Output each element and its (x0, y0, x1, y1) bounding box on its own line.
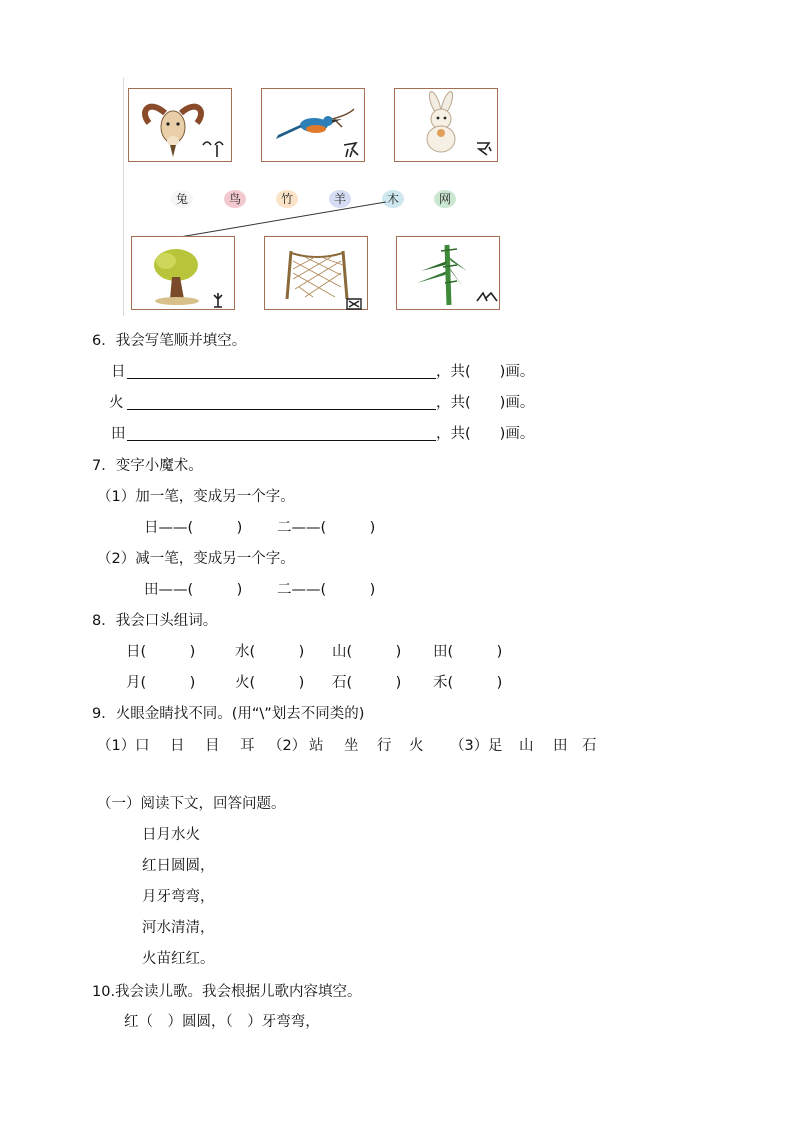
word-3: 羊 (329, 190, 351, 208)
q6-title: 6．我会写笔顺并填空。 (92, 333, 247, 349)
q6-row-1-suffix: ，共( )画。 (436, 364, 535, 380)
q6-row-3-char: 田 (111, 426, 126, 442)
q8-row2-item-4[interactable]: 禾( ) (433, 675, 503, 691)
reading-line-5: 火苗红红。 (142, 951, 215, 967)
q9-title: 9．火眼金睛找不同。(用“\”划去不同类的) (92, 706, 365, 722)
q10-fill-line[interactable]: 红（ ）圆圆，（ ）牙弯弯， (124, 1014, 320, 1030)
q8-title: 8．我会口头组词。 (92, 613, 218, 629)
word-4: 木 (382, 190, 404, 208)
q6-row-2-char: 火 (109, 395, 124, 411)
q6-row-3-suffix: ，共( )画。 (436, 426, 535, 442)
ancient-tree-glyph-icon (132, 237, 236, 313)
reading-line-4: 河水清清， (142, 920, 215, 936)
q7-part2-item-1[interactable]: 田——( ) (144, 582, 243, 598)
q8-row1-item-3[interactable]: 山( ) (332, 644, 402, 660)
q7-part2: （2）减一笔，变成另一个字。 (97, 551, 295, 567)
q6-row-2-suffix: ，共( )画。 (436, 395, 535, 411)
ancient-net-glyph-icon (265, 237, 369, 313)
ancient-bamboo-glyph-icon (397, 237, 501, 313)
q9-group3-char-4[interactable]: 石 (582, 738, 597, 754)
word-0: 兔 (171, 190, 193, 208)
q9-group2-char-3[interactable]: 行 (377, 738, 392, 754)
word-1: 鸟 (224, 190, 246, 208)
net-card (264, 236, 368, 310)
reading-line-2: 红日圆圆， (142, 858, 215, 874)
q7-part1-item-1[interactable]: 日——( ) (144, 520, 243, 536)
q7-part2-item-2[interactable]: 二——( ) (277, 582, 376, 598)
q7-part1: （1）加一笔，变成另一个字。 (97, 489, 295, 505)
q9-group1-char-4[interactable]: 耳 (240, 738, 255, 754)
q8-row1-item-2[interactable]: 水( ) (235, 644, 305, 660)
bamboo-card (396, 236, 500, 310)
q9-group3-char-3[interactable]: 田 (553, 738, 568, 754)
q9-group2-char-4[interactable]: 火 (409, 738, 424, 754)
q9-group1-char-3[interactable]: 目 (205, 738, 220, 754)
q7-title: 7．变字小魔术。 (92, 458, 203, 474)
q7-part1-item-2[interactable]: 二——( ) (277, 520, 376, 536)
word-5: 网 (434, 190, 456, 208)
reading-title: （一）阅读下文，回答问题。 (97, 796, 286, 812)
q6-row-1-char: 日 (111, 364, 126, 380)
q9-group1-char-2[interactable]: 日 (170, 738, 185, 754)
reading-line-1: 日月水火 (142, 827, 200, 843)
q6-row-3-line[interactable] (127, 440, 436, 441)
q9-group3-char-2[interactable]: 山 (519, 738, 534, 754)
reading-line-3: 月牙弯弯， (142, 889, 215, 905)
q10-title: 10.我会读儿歌。我会根据儿歌内容填空。 (92, 984, 362, 1000)
matching-picture (123, 78, 506, 316)
q8-row2-item-3[interactable]: 石( ) (332, 675, 402, 691)
q6-row-2-line[interactable] (127, 409, 436, 410)
q8-row2-item-1[interactable]: 月( ) (126, 675, 196, 691)
q9-group1-char-1[interactable]: 口 (135, 738, 150, 754)
word-2: 竹 (276, 190, 298, 208)
q8-row1-item-1[interactable]: 日( ) (126, 644, 196, 660)
q6-row-1-line[interactable] (127, 378, 436, 379)
q8-row1-item-4[interactable]: 田( ) (433, 644, 503, 660)
q9-group2-label: （2） (268, 738, 307, 754)
q8-row2-item-2[interactable]: 火( ) (235, 675, 305, 691)
q9-group2-char-1[interactable]: 站 (309, 738, 324, 754)
q9-group1-label: （1） (97, 738, 136, 754)
q9-group3-label: （3） (450, 738, 489, 754)
q9-group2-char-2[interactable]: 坐 (344, 738, 359, 754)
tree-card (131, 236, 235, 310)
q9-group3-char-1[interactable]: 足 (488, 738, 503, 754)
